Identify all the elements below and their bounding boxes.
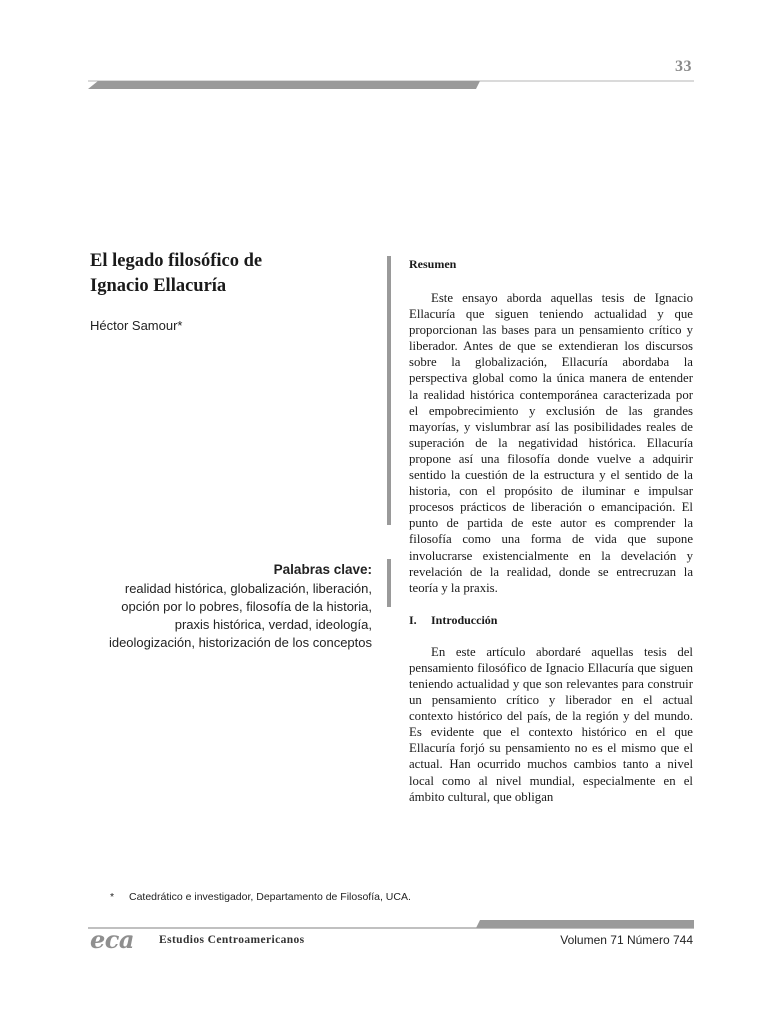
issue-info: Volumen 71 Número 744 xyxy=(560,933,693,947)
page-number: 33 xyxy=(675,58,692,75)
keywords-title: Palabras clave: xyxy=(273,562,372,577)
footnote xyxy=(110,891,610,903)
keywords-block xyxy=(90,561,372,652)
author-name: Héctor Samour* xyxy=(90,318,183,333)
journal-name: Estudios Centroamericanos xyxy=(159,934,305,946)
column-divider-top xyxy=(387,256,391,525)
introduction-heading xyxy=(409,612,693,628)
footnote-text: Catedrático e investigador, Departamento de Filosofía, UCA. xyxy=(129,891,411,903)
article-title-line-2: Ignacio Ellacuría xyxy=(90,276,227,296)
footer-rule xyxy=(88,920,694,932)
header-rule xyxy=(88,78,694,92)
introduction-number: I. xyxy=(409,612,417,627)
abstract-heading: Resumen xyxy=(409,257,457,271)
column-divider-bottom xyxy=(387,559,391,607)
article-title xyxy=(90,249,390,299)
introduction-title: Introducción xyxy=(431,612,498,627)
abstract-body: Este ensayo aborda aquellas tesis de Ignacio Ellacuría que siguen teniendo actualidad y que proporcionan las bases para un pensamiento crítico y liberador. Antes de que se extendieran los discursos sobre la globalización, Ellacuría abordaba la perspectiva global como la única manera de entender la realidad histórica contemporánea caracterizada por el empobrecimiento y exclusión de las grandes mayorías, y vislumbrar así las posibilidades reales de superación de la negatividad histórica. Ellacuría propone así una filosofía donde vuelve a adquirir sentido la cuestión de la estructura y el sentido de la historia, con el propósito de iluminar e impulsar procesos prácticos de liberación o emancipación. El punto de partida de este autor es comprender la filosofía como una forma de vida que supone involucrarse existencialmente en la develación y revelación de la realidad, donde se entrecruzan la teoría y la praxis. xyxy=(409,291,693,595)
right-column xyxy=(409,256,693,805)
footnote-mark: * xyxy=(110,891,115,903)
journal-logo: eca xyxy=(90,925,134,954)
keywords-text: realidad histórica, globalización, liberación, opción por lo pobres, filosofía de la historia, praxis histórica, verdad, ideología, ideologización, historización de los conceptos xyxy=(108,581,372,650)
introduction-body: En este artículo abordaré aquellas tesis del pensamiento filosófico de Ignacio Ellacuría que siguen teniendo actualidad y que son relevantes para construir un pensamiento crítico y liberador en el actual contexto histórico del país, de la región y del mundo. Es evidente que el contexto histórico en el que Ellacuría forjó su pensamiento no es el mismo que el actual. Han ocurrido muchos cambios tanto a nivel local como al nivel mundial, especialmente en el ámbito cultural, que obligan xyxy=(409,644,693,804)
article-title-line-1: El legado filosófico de xyxy=(90,251,263,271)
